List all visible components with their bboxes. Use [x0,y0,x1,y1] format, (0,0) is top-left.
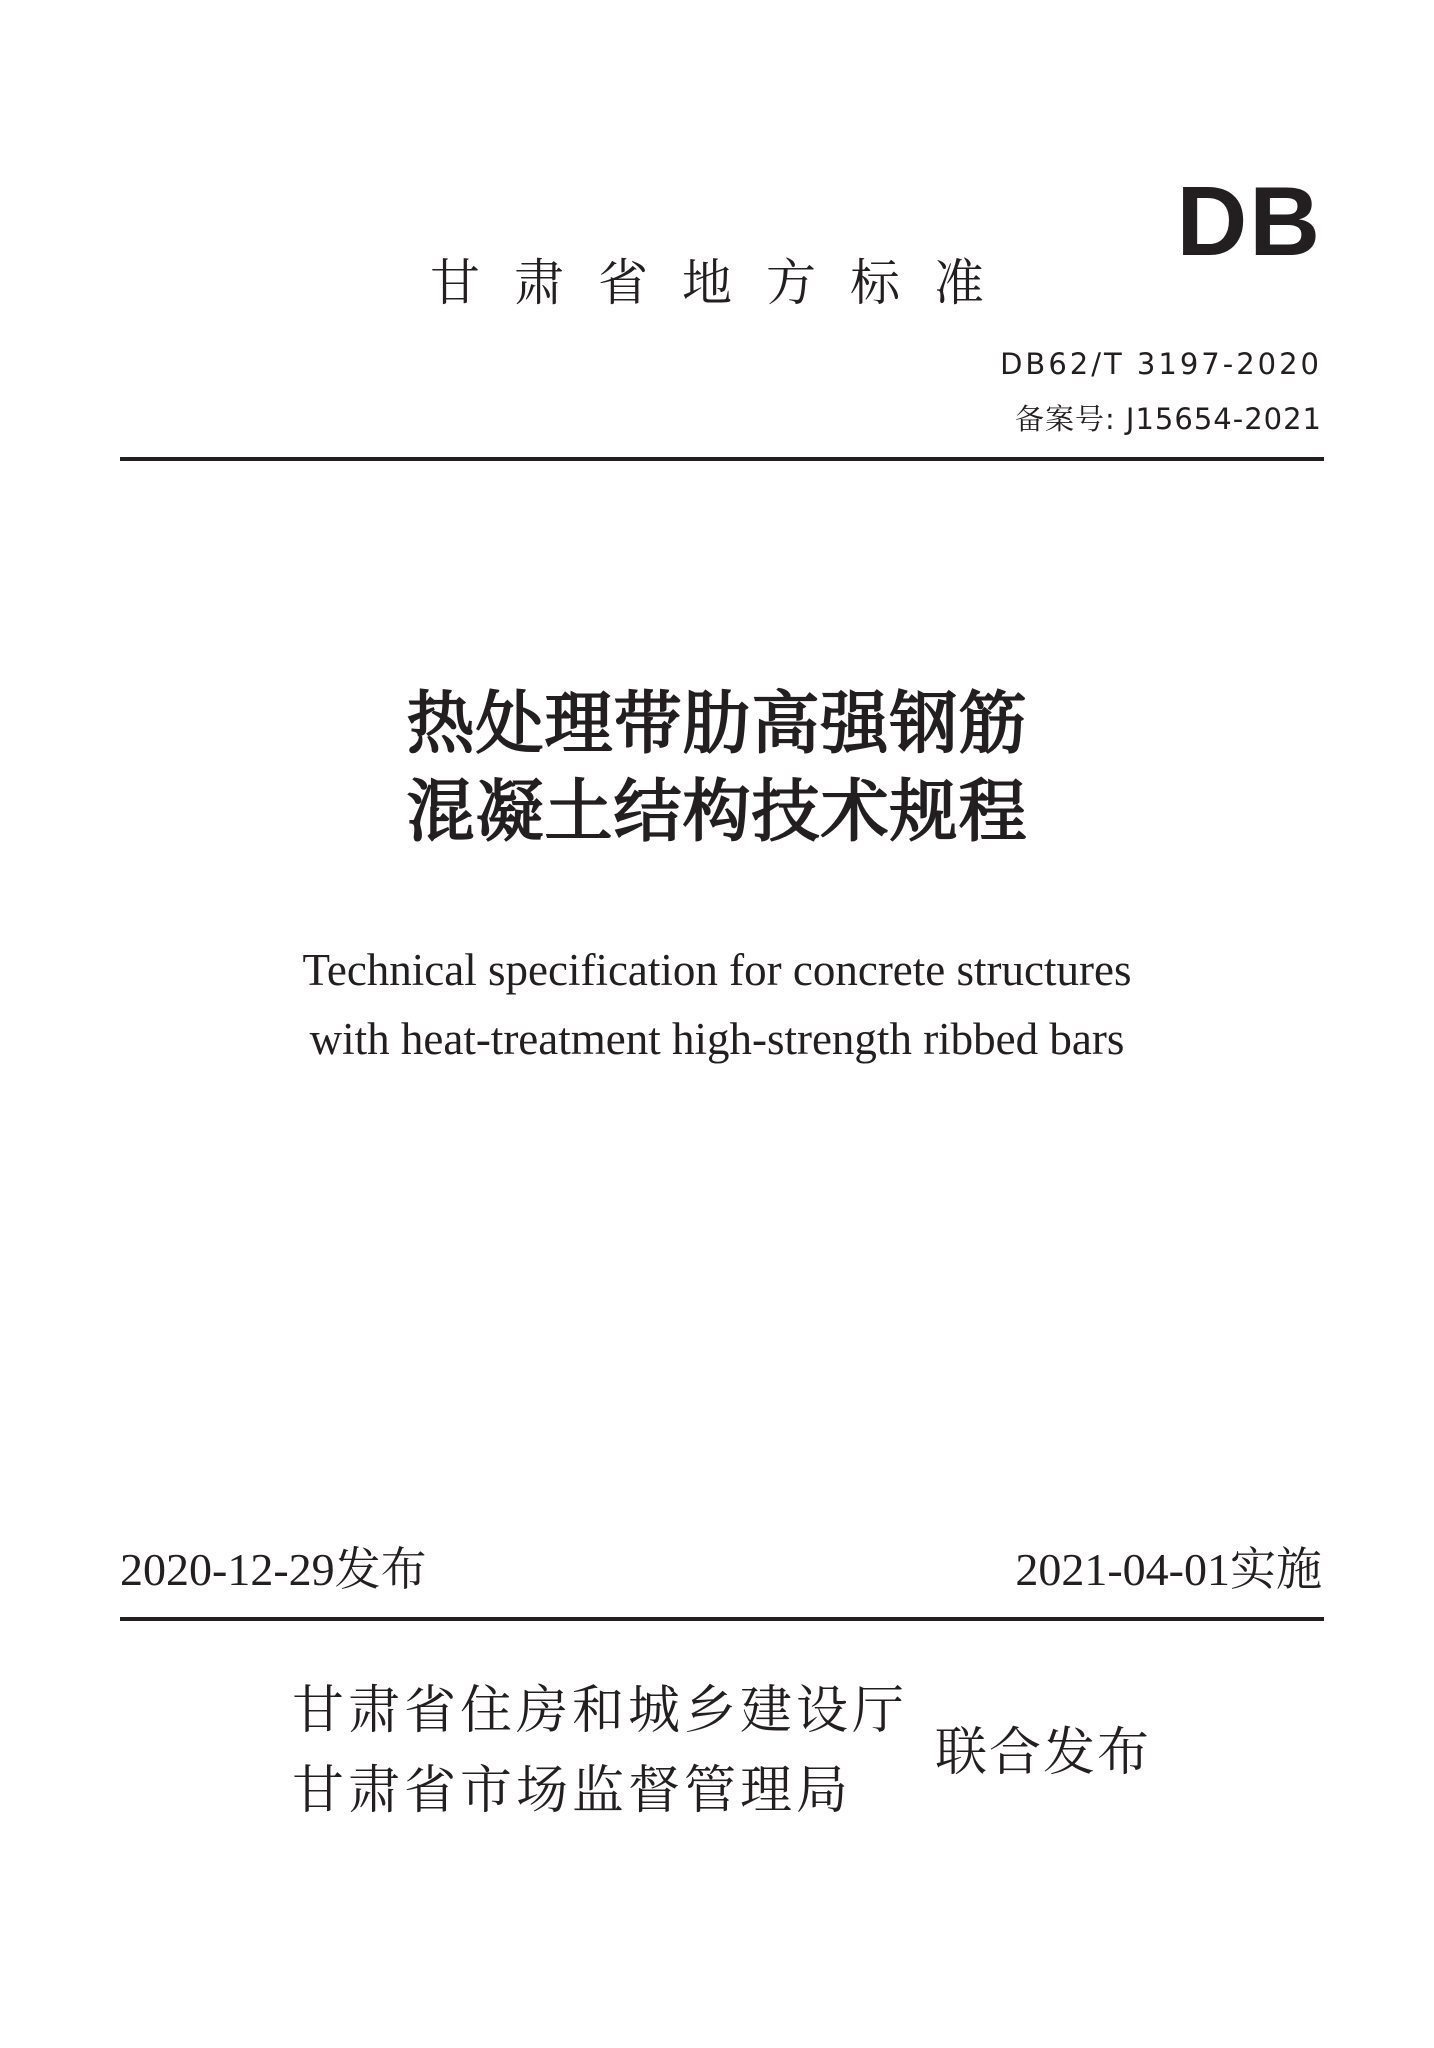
joint-issue-label: 联合发布 [935,1723,1152,1783]
issue-date: 2020-12-29发布 [120,1544,427,1595]
filing-number: 备案号: J15654-2021 [1014,402,1322,436]
issuer-line-2: 甘肃省市场监督管理局 [292,1761,853,1821]
top-divider [120,457,1324,461]
implementation-date: 2021-04-01实施 [1015,1544,1322,1595]
title-zh-line-2: 混凝土结构技术规程 [406,772,1028,852]
standard-type: 甘肃省地方标准 [430,254,1018,312]
bottom-divider [120,1617,1324,1621]
db-mark: DB [1176,166,1322,276]
issuer-line-1: 甘肃省住房和城乡建设厅 [292,1681,909,1741]
title-en-line-1: Technical specification for concrete structures [302,945,1132,995]
title-zh-line-1: 热处理带肋高强钢筋 [406,684,1028,764]
standard-number: DB62/T 3197-2020 [1000,347,1322,381]
title-en-line-2: with heat-treatment high-strength ribbed bars [309,1014,1125,1064]
